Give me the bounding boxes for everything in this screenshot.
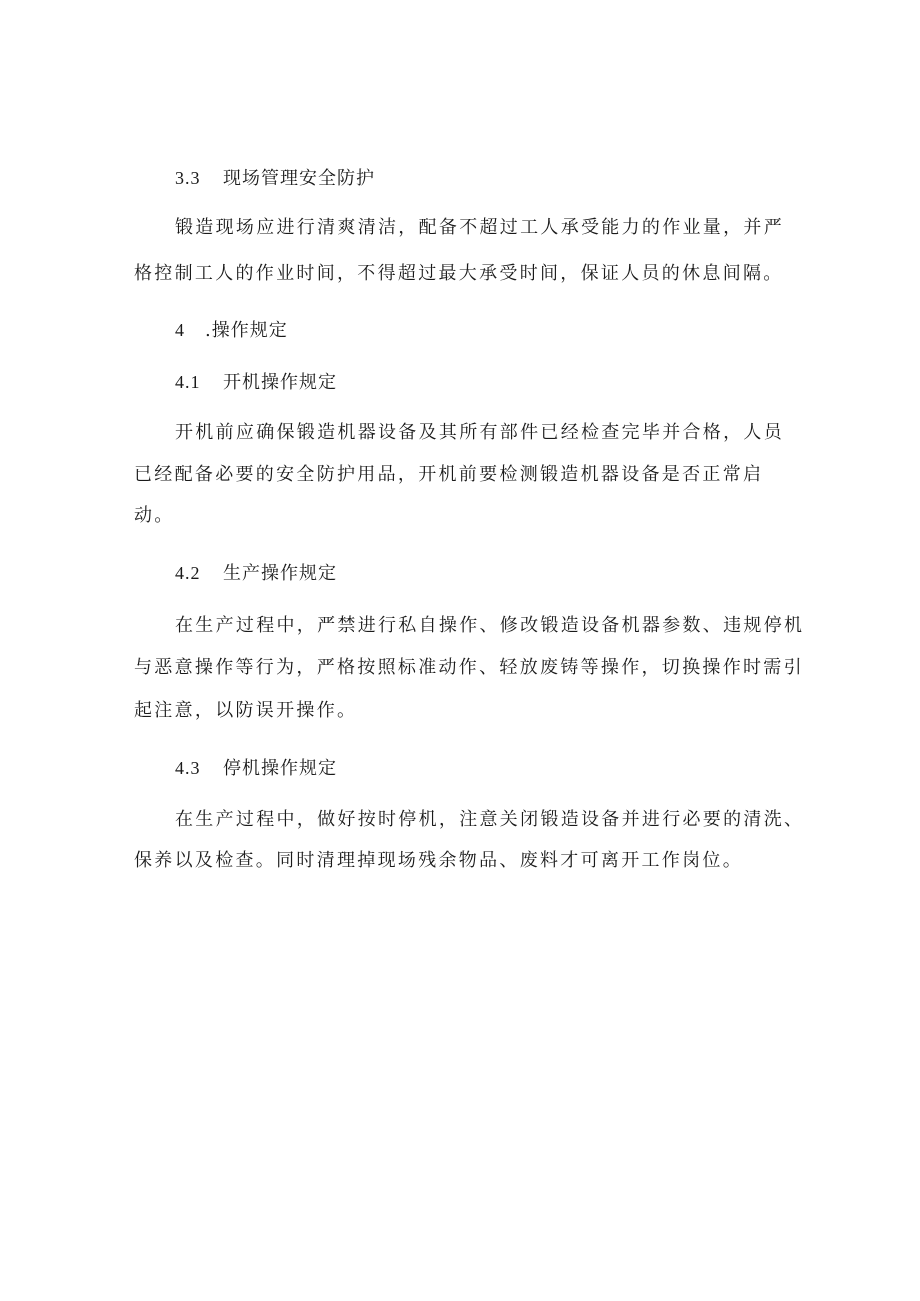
- paragraph-line: 起注意，以防误开操作。: [134, 700, 358, 721]
- section-number: 4.3: [175, 758, 201, 778]
- paragraph-line: 已经配备必要的安全防护用品，开机前要检测锻造机器设备是否正常启: [134, 464, 764, 485]
- section-heading-4-3: [175, 756, 337, 781]
- section-heading-4-2: [175, 561, 337, 586]
- section-number: 4.2: [175, 563, 201, 583]
- paragraph-line: 保养以及检查。同时清理掉现场残余物品、废料才可离开工作岗位。: [134, 850, 743, 871]
- paragraph-line: 动。: [134, 505, 175, 526]
- section-number: 4: [175, 320, 185, 340]
- paragraph-line: 锻造现场应进行清爽清洁，配备不超过工人承受能力的作业量，并严: [175, 217, 784, 238]
- section-title: 开机操作规定: [223, 372, 337, 393]
- section-heading-4-1: [175, 370, 337, 395]
- section-heading-4: [175, 318, 288, 343]
- paragraph-line: 在生产过程中，做好按时停机，注意关闭锻造设备并进行必要的清洗、: [175, 809, 805, 830]
- section-title: 生产操作规定: [223, 563, 337, 584]
- section-title: .操作规定: [205, 320, 288, 341]
- paragraph-line: 开机前应确保锻造机器设备及其所有部件已经检查完毕并合格，人员: [175, 422, 784, 443]
- section-heading-3-3: [175, 166, 375, 191]
- paragraph-line: 在生产过程中，严禁进行私自操作、修改锻造设备机器参数、违规停机: [175, 615, 805, 636]
- section-title: 停机操作规定: [223, 758, 337, 779]
- paragraph-line: 与恶意操作等行为，严格按照标准动作、轻放废铸等操作，切换操作时需引: [134, 657, 804, 678]
- paragraph-line: 格控制工人的作业时间，不得超过最大承受时间，保证人员的休息间隔。: [134, 263, 784, 284]
- section-title: 现场管理安全防护: [223, 168, 375, 189]
- section-number: 4.1: [175, 372, 201, 392]
- section-number: 3.3: [175, 168, 201, 188]
